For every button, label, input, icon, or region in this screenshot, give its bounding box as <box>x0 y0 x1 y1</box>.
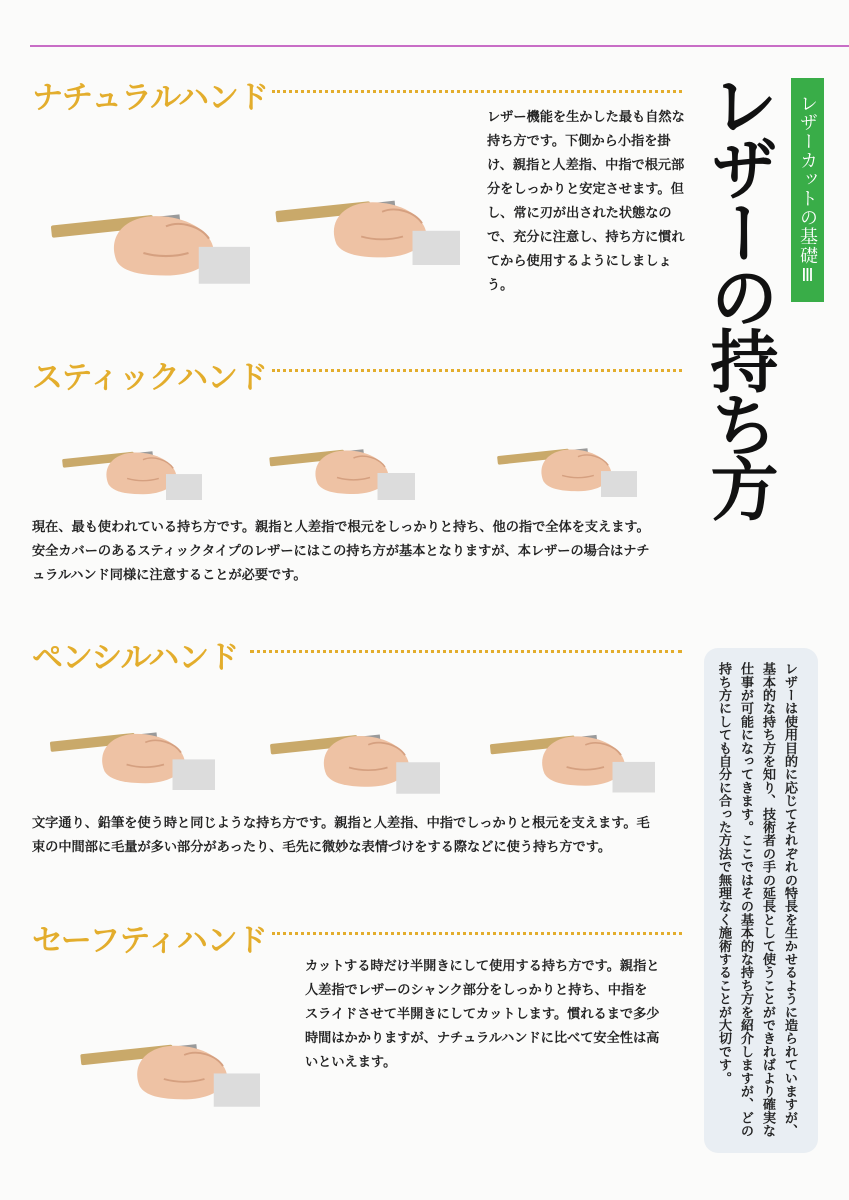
pencil-hand-heading: ペンシルハンド <box>32 640 239 676</box>
page-title: レザーの持ち方 <box>699 70 778 518</box>
natural-hand-description: レザー機能を生かした最も自然な持ち方です。下側から小指を掛け、親指と人差指、中指で根元部分をしっかりと安定させます。但し、常に刃が出された状態なので、充分に注意し、持ち方に慣れてから使用するようにしましょう。 <box>487 110 685 293</box>
stick-hand-photo-2 <box>255 425 425 500</box>
natural-hand-heading: ナチュラルハンド <box>32 80 268 116</box>
pencil-hand-photo-3 <box>485 700 655 800</box>
safety-hand-heading-leader <box>272 932 682 935</box>
pencil-hand-description: 文字通り、鉛筆を使う時と同じような持ち方です。親指と人差指、中指でしっかりと根元を支えます。毛束の中間部に毛量が多い部分があったり、毛先に微妙な表情づけをする際などに使う持ち方です。 <box>32 816 650 855</box>
stick-hand-photo-1 <box>45 428 215 500</box>
series-label: レザーカットの基礎Ⅲ <box>791 78 824 302</box>
stick-hand-description: 現在、最も使われている持ち方です。親指と人差指で根元をしっかりと持ち、他の指で全体を支えます。安全カバーのあるスティックタイプのレザーにはこの持ち方が基本となりますが、本レザーの場合はナチュラルハンド同様に注意することが必要です。 <box>32 520 650 583</box>
natural-hand-photo-2 <box>265 170 465 265</box>
natural-hand-photo-1 <box>45 150 250 315</box>
pencil-hand-heading-leader <box>250 650 682 653</box>
stick-hand-photo-3 <box>475 425 655 497</box>
intro-box <box>704 648 818 1153</box>
natural-hand-heading-leader <box>272 90 682 93</box>
stick-hand-heading-leader <box>272 369 682 372</box>
safety-hand-photo <box>75 1008 260 1113</box>
safety-hand-heading: セーフティハンド <box>32 923 267 959</box>
pencil-hand-photo-2 <box>265 700 440 800</box>
safety-hand-description: カットする時だけ半開きにして使用する持ち方です。親指と人差指でレザーのシャンク部分をしっかりと持ち、中指をスライドさせて半開きにしてカットします。慣れるまで多少時間はかかりますが、ナチュラルハンドに比べて安全性は高いといえます。 <box>305 959 660 1070</box>
stick-hand-heading: スティックハンド <box>32 360 268 396</box>
pencil-hand-photo-1 <box>45 700 215 795</box>
intro-text: レザーは使用目的に応じてそれぞれの特長を生かせるように造られていますが、基本的な持ち方を知り、技術者の手の延長として使うことができればより確実な仕事が可能になってきます。ここではその基本的な持ち方を紹介しますが、どの持ち方にしても自分に合った方法で無理なく施術することが大切です。 <box>716 662 797 1138</box>
top-rule <box>30 45 849 47</box>
